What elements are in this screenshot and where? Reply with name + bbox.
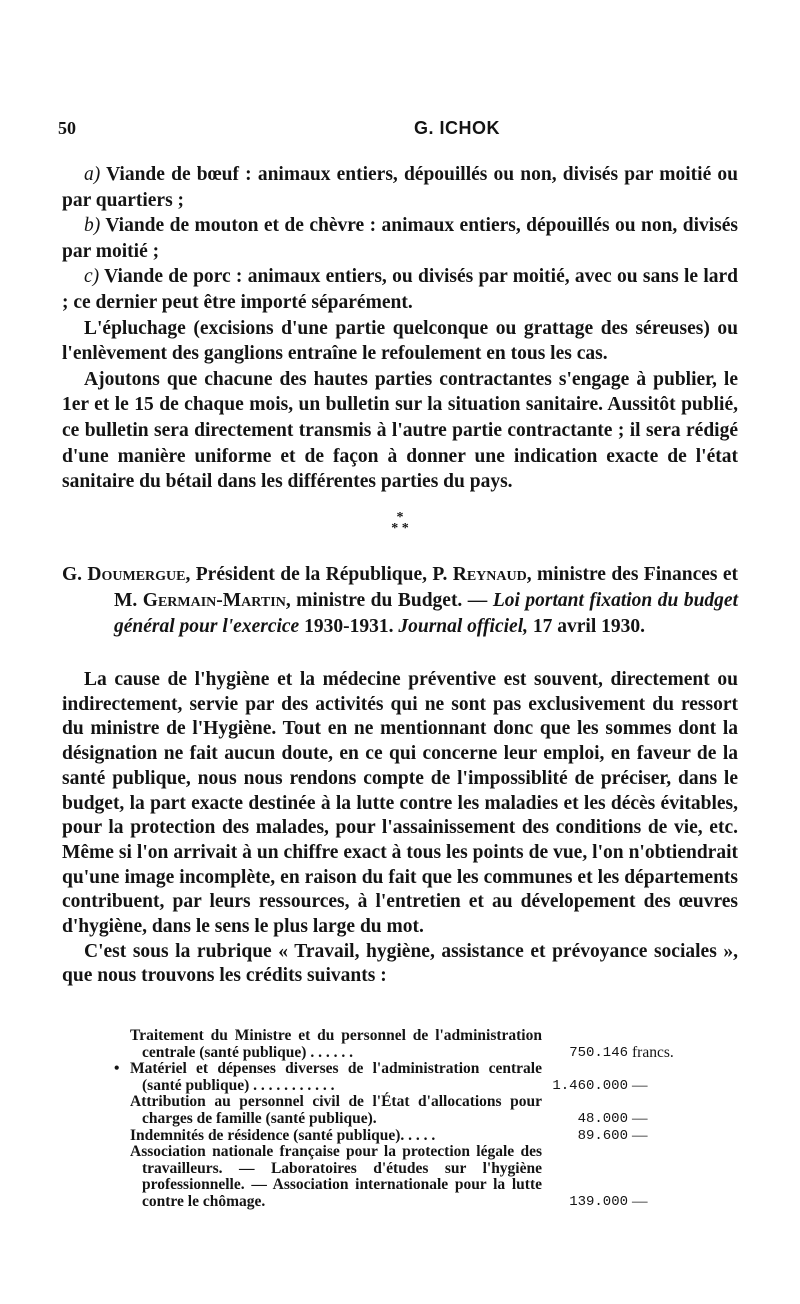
- page-number: 50: [58, 118, 76, 138]
- page-header: [58, 118, 758, 144]
- credit-unit: —: [632, 1126, 648, 1144]
- paragraph-text: L'épluchage (excisions d'une partie quelconque ou grattage des séreuses) ou l'enlèvement des ganglions entraîne le refoulement en tous les cas.: [62, 317, 738, 365]
- credit-row: [112, 1094, 692, 1127]
- citation-title: Loi portant fixation du budget général pour l'exercice: [114, 589, 739, 637]
- credit-label: Matériel et dépenses diverses de l'administration centrale (santé publique) . . . . . . . . . . .: [130, 1060, 542, 1094]
- credit-label: Traitement du Ministre et du personnel de l'administration centrale (santé publique) . . . . . .: [130, 1027, 542, 1061]
- paragraph-text: Viande de bœuf : animaux entiers, dépouillés ou non, divisés par moitié ou par quartiers ;: [62, 164, 738, 211]
- section-asterism: [380, 512, 420, 534]
- law-citation: [62, 562, 738, 639]
- regulation-text: [62, 162, 738, 495]
- credit-label: Indemnités de résidence (santé publique). . . . .: [130, 1126, 436, 1144]
- citation-author-2: Reynaud: [452, 564, 527, 585]
- asterism-bottom: * *: [391, 521, 409, 536]
- credit-amount: 89.600: [577, 1127, 628, 1144]
- paragraph-text: Viande de mouton et de chèvre : animaux entiers, dépouillés ou non, divisés par moitié ;: [62, 215, 738, 262]
- credit-amount: 48.000: [577, 1110, 628, 1127]
- paragraph-c: [62, 264, 738, 315]
- paragraph-text: Ajoutons que chacune des hautes parties contractantes s'engage à publier, le 1er et le 15 de chaque mois, un bulletin sur la situation sanitaire. Aussitôt publié, ce bulletin sera directement transmis à l'autre partie contractante ; il sera rédigé d'une manière uniforme et de façon à donner une indication exacte de l'état sanitaire du bétail dans les différentes parties du pays.: [62, 368, 738, 493]
- paragraph-label: a): [84, 164, 101, 185]
- credit-unit: —: [632, 1076, 648, 1094]
- citation-journal: Journal officiel,: [398, 615, 528, 637]
- commentary-text: [62, 668, 738, 989]
- citation-role-1: , Président de la République, P.: [185, 564, 448, 585]
- credit-bullet: •: [114, 1060, 120, 1078]
- citation-role-2: , ministre des Finances et M.: [114, 564, 739, 611]
- citation-role-3: , ministre du Budget. —: [285, 589, 488, 611]
- citation-author-1: G. Doumergue: [62, 564, 186, 585]
- citation-years: 1930-1931.: [304, 615, 394, 637]
- credit-row: [112, 1028, 692, 1061]
- citation-date: 17 avril 1930.: [532, 615, 645, 637]
- paragraph-a: [62, 162, 738, 213]
- credit-label: Attribution au personnel civil de l'État d'allocations pour charges de famille (santé publique).: [130, 1093, 542, 1127]
- credit-amount: 750.146: [569, 1044, 628, 1061]
- paragraph-hygiene-cause: La cause de l'hygiène et la médecine préventive est souvent, directement ou indirectement, servie par des activités qui ne sont pas exclusivement du ressort du ministre de l'Hygiène. Tout en ne mentionnant donc que les sommes dont la désignation ne fait aucun doute, en ce qui concerne leur emploi, en faveur de la santé publique, nous nous rendons compte de l'impossiblité de préciser, dans le budget, la part exacte destinée à la lutte contre les maladies et les décès évitables, pour la protection des malades, pour l'assainissement des conditions de vie, etc. Même si l'on arrivait à un chiffre exact à tous les points de vue, l'on n'obtiendrait qu'une image incomplète, en raison du fait que les communes et les départements contribuent, par leurs ressources, à l'entretien et au dévelopement des œuvres d'hygiène, dans le sens le plus large du mot.: [62, 669, 738, 938]
- paragraph-label: c): [84, 266, 100, 288]
- credit-unit: francs.: [632, 1043, 674, 1061]
- paragraph-epluchage: [62, 316, 738, 367]
- paragraph-text: Viande de porc : animaux entiers, ou divisés par moitié, avec ou sans le lard ; ce dernier peut être importé séparément.: [62, 266, 738, 313]
- credit-unit: —: [632, 1192, 648, 1210]
- paragraph-label: b): [84, 215, 101, 237]
- credit-amount: 1.460.000: [552, 1077, 628, 1094]
- paragraph-b: [62, 213, 738, 264]
- credit-row: [112, 1144, 692, 1210]
- credit-amount: 139.000: [569, 1193, 628, 1210]
- credit-label: Association nationale française pour la protection légale des travailleurs. — Laboratoires d'études sur l'hygiène professionnelle. — Association internationale pour la lutte contre le chômage.: [130, 1143, 542, 1210]
- credits-table: [112, 1028, 692, 1211]
- credit-row: [112, 1128, 692, 1145]
- asterism-top: *: [396, 510, 404, 525]
- running-title: G. ICHOK: [414, 118, 501, 138]
- paragraph-bulletin: [62, 367, 738, 495]
- citation-author-3: Germain-Martin: [142, 589, 286, 611]
- paragraph-credits-intro: C'est sous la rubrique « Travail, hygiène, assistance et prévoyance sociales », que nous trouvons les crédits suivants :: [62, 940, 738, 987]
- credit-row: [112, 1061, 692, 1094]
- credit-unit: —: [632, 1109, 648, 1127]
